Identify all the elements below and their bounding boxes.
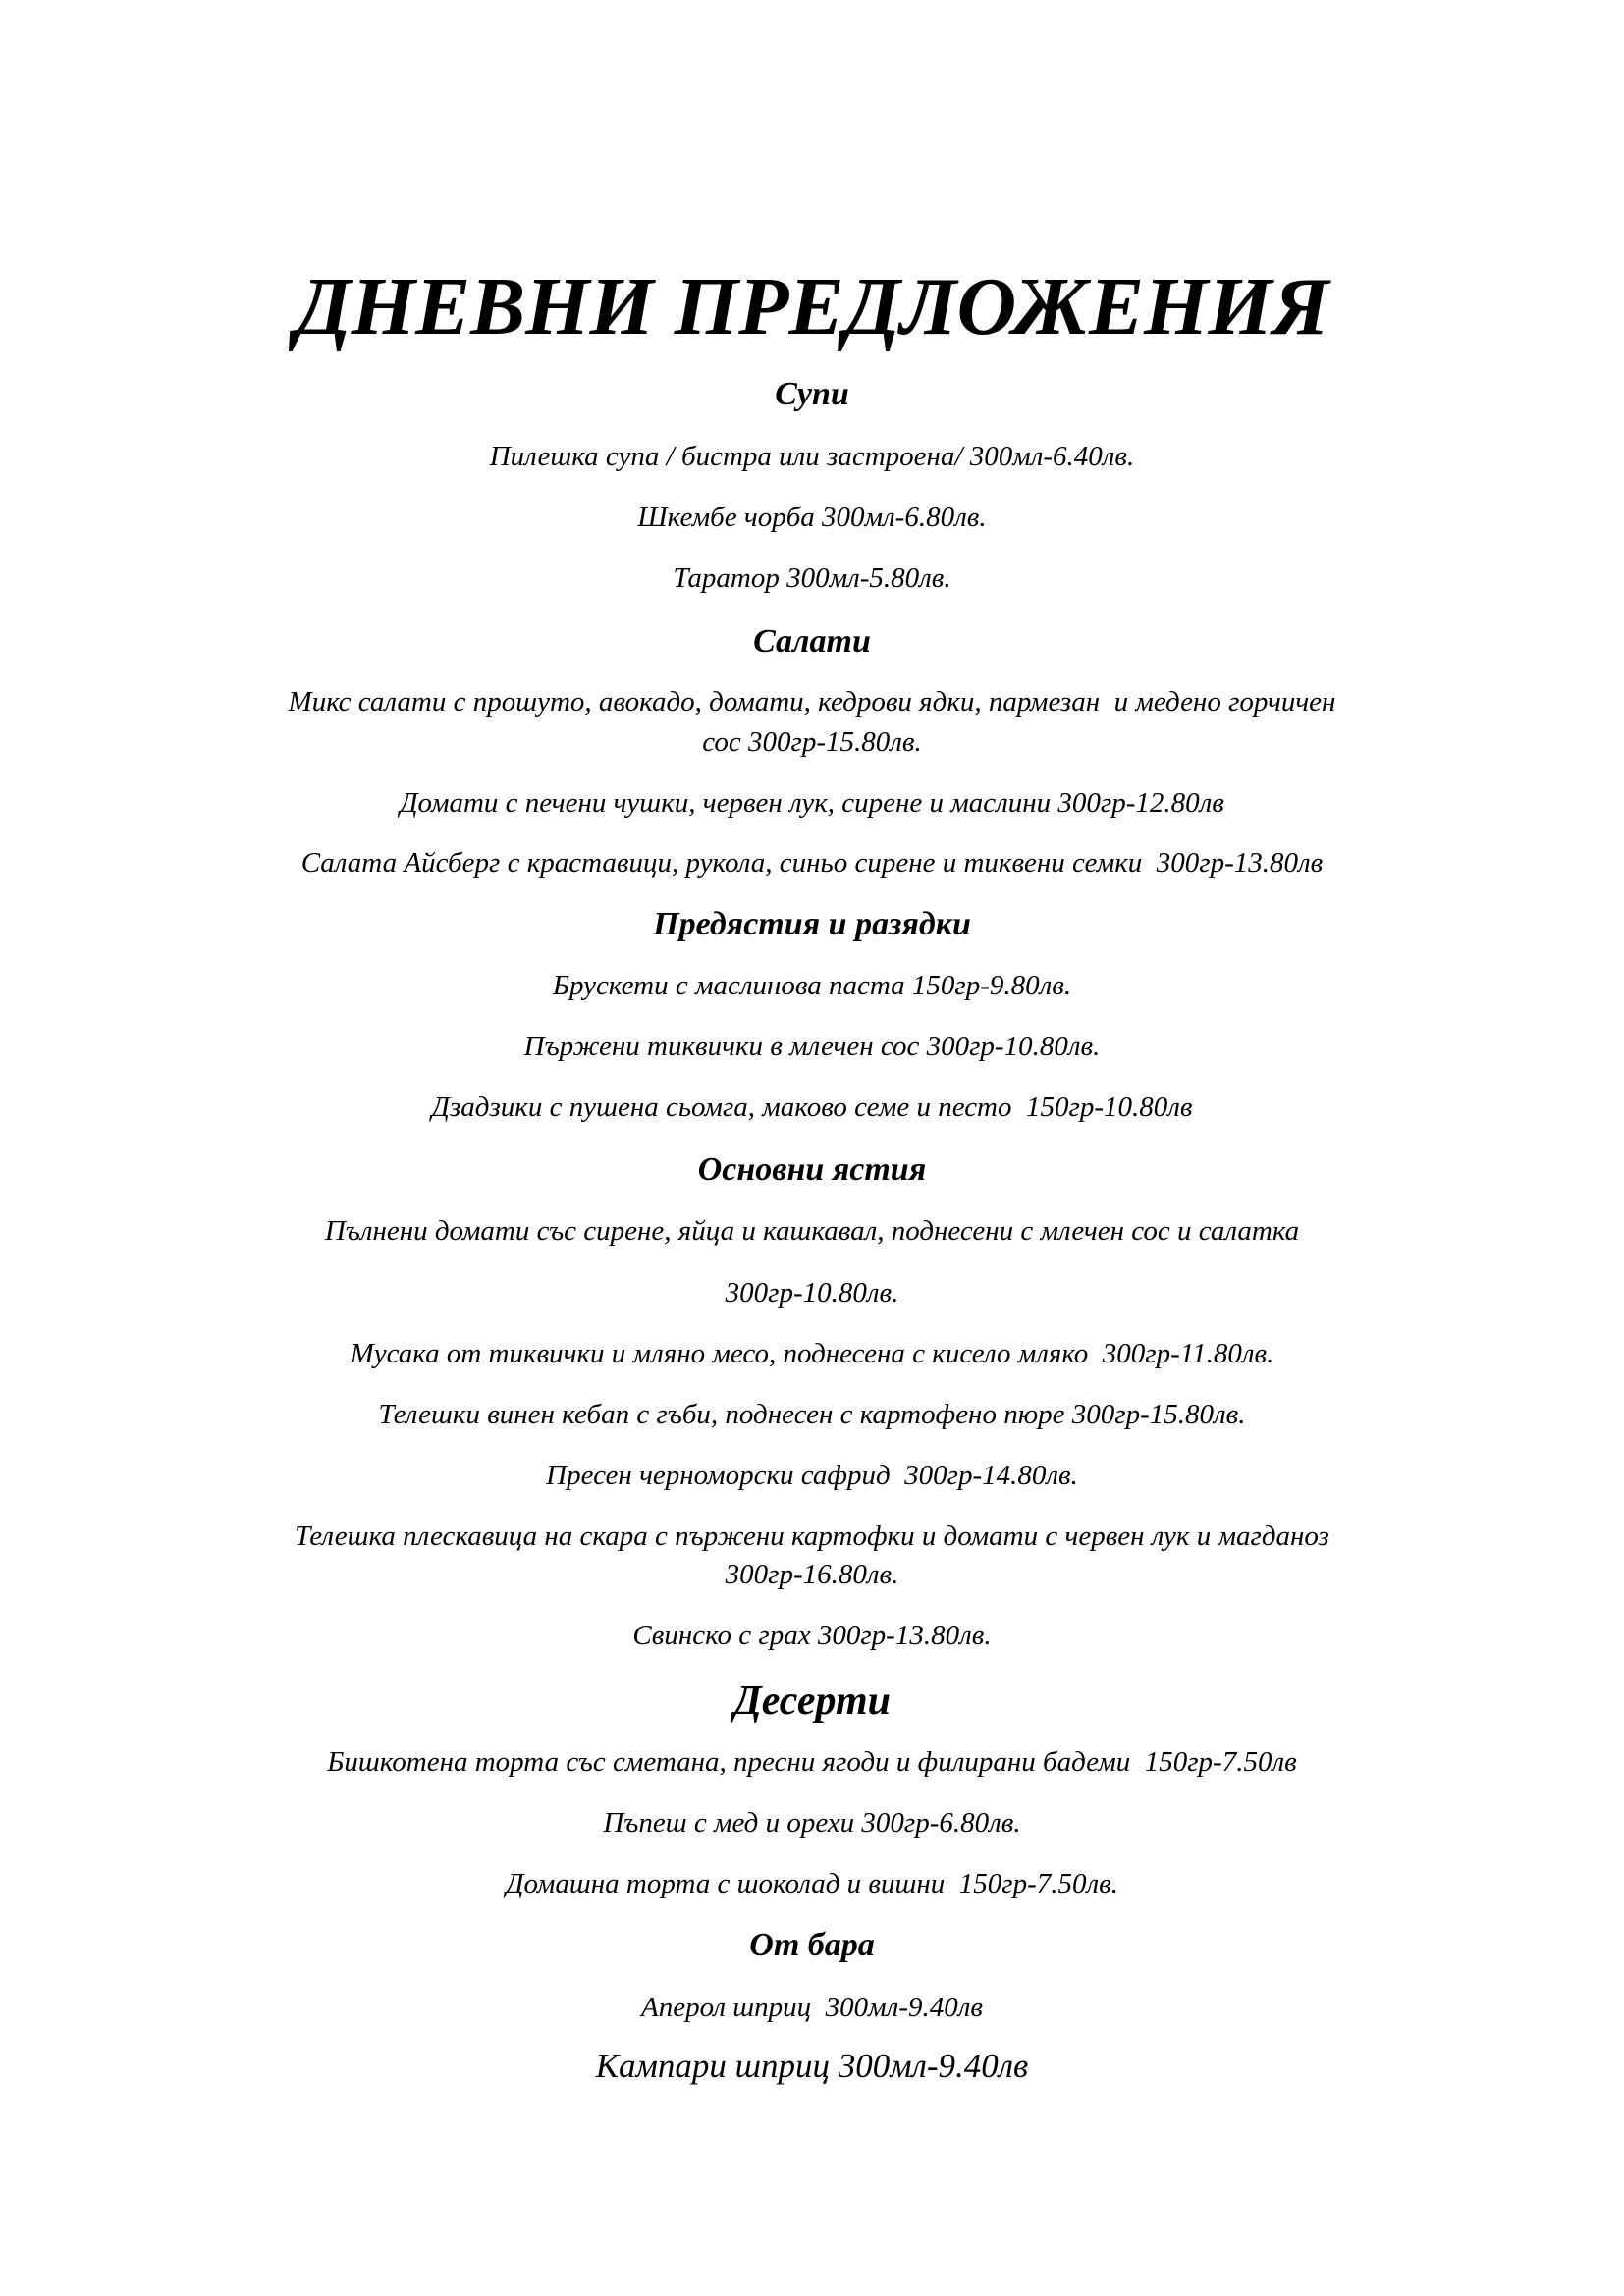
- section-heading-bar: От бара: [749, 1927, 875, 1963]
- menu-item: Мусака от тиквички и мляно месо, поднесена с кисело мляко 300гр-11.80лв.: [350, 1338, 1274, 1369]
- menu-item: 300гр-10.80лв.: [725, 1277, 899, 1308]
- menu-item: сос 300гр-15.80лв.: [702, 726, 922, 758]
- menu-item: Таратор 300мл-5.80лв.: [673, 562, 951, 594]
- menu-item: Кампари шприц 300мл-9.40лв: [595, 2047, 1029, 2085]
- section-heading-starters: Предястия и разядки: [653, 906, 971, 942]
- menu-item: Свинско с грах 300гр-13.80лв.: [632, 1620, 992, 1651]
- menu-item: Шкембе чорба 300мл-6.80лв.: [637, 502, 987, 533]
- menu-item: Пълнени домати със сирене, яйца и кашкавал, поднесени с млечен сос и салатка: [324, 1215, 1300, 1247]
- page-title: ДНЕВНИ ПРЕДЛОЖЕНИЯ: [295, 261, 1329, 352]
- menu-item: 300гр-16.80лв.: [725, 1559, 899, 1590]
- menu-item: Телешка плескавица на скара с пържени картофки и домати с червен лук и магданоз: [295, 1521, 1329, 1552]
- menu-item: Салата Айсберг с краставици, рукола, синьо сирене и тиквени семки 300гр-13.80лв: [300, 847, 1324, 879]
- menu-item: Домати с печени чушки, червен лук, сирене и маслини 300гр-12.80лв: [400, 787, 1224, 819]
- menu-item: Пъпеш с мед и орехи 300гр-6.80лв.: [603, 1807, 1021, 1839]
- menu-item: Брускети с маслинова паста 150гр-9.80лв.: [552, 970, 1072, 1001]
- menu-item: Бишкотена торта със сметана, пресни ягоди и филирани бадеми 150гр-7.50лв: [327, 1746, 1297, 1778]
- section-heading-salads: Салати: [753, 623, 871, 660]
- section-heading-main-courses: Основни ястия: [697, 1151, 927, 1188]
- menu-item: Телешки винен кебап с гъби, поднесен с картофено пюре 300гр-15.80лв.: [378, 1399, 1246, 1430]
- section-heading-soups: Супи: [775, 376, 849, 412]
- menu-item: Микс салати с прошуто, авокадо, домати, кедрови ядки, пармезан и медено горчичен: [288, 686, 1336, 718]
- menu-item: Домашна торта с шоколад и вишни 150гр-7.50лв.: [506, 1868, 1118, 1899]
- menu-item: Пържени тиквички в млечен сос 300гр-10.80лв.: [523, 1031, 1101, 1062]
- menu-item: Дзадзики с пушена сьомга, маково семе и песто 150гр-10.80лв: [431, 1092, 1193, 1123]
- menu-item: Аперол шприц 300мл-9.40лв: [641, 1992, 983, 2023]
- section-heading-desserts: Десерти: [733, 1679, 891, 1724]
- menu-item: Пилешка супа / бистра или застроена/ 300мл-6.40лв.: [489, 441, 1135, 472]
- menu-item: Пресен черноморски сафрид 300гр-14.80лв.: [546, 1460, 1078, 1491]
